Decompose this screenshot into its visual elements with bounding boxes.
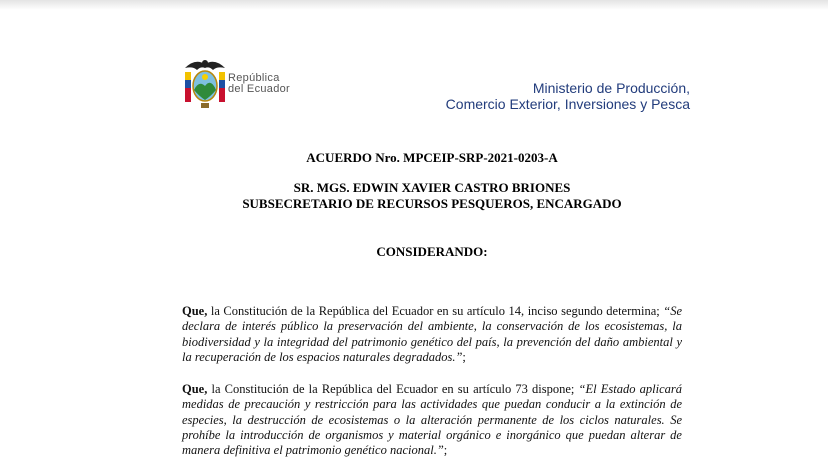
official-name: SR. MGS. EDWIN XAVIER CASTRO BRIONES	[293, 180, 571, 195]
considerando-paragraph	[182, 382, 682, 458]
ecuador-coat-of-arms-icon	[183, 56, 227, 110]
paragraph-lead: Que,	[182, 382, 208, 396]
paragraph-tail: ;	[462, 349, 466, 364]
ministry-line-1: Ministerio de Producción,	[532, 80, 690, 96]
considerando-paragraph	[182, 304, 682, 365]
paragraph-intro: la Constitución de la República del Ecuador en su artículo 14, inciso segundo determina;	[207, 304, 664, 318]
republica-line-1: República	[228, 72, 280, 84]
republica-line-2: del Ecuador	[228, 83, 291, 95]
paragraph-quote: “Se declara de interés público la preservación del ambiente, la conservación de los ecosistemas, la biodiversidad y la integridad del patrimonio genético del país, la prevención del daño ambiental y la recuperación de los espacios naturales degradados.”	[182, 304, 682, 364]
official-title: SUBSECRETARIO DE RECURSOS PESQUEROS, ENCARGADO	[242, 196, 622, 211]
acuerdo-number: ACUERDO Nro. MPCEIP-SRP-2021-0203-A	[306, 150, 558, 165]
paragraph-quote: “El Estado aplicará medidas de precaución y restricción para las actividades que puedan conducir a la extinción de especies, la destrucción de ecosistemas o la alteración permanente de los ciclos naturales. Se prohíbe la introducción de organismos y material orgánico e inorgánico que puedan alterar de manera definitiva el patrimonio genético nacional.”	[182, 382, 682, 458]
considerando-heading: CONSIDERANDO:	[376, 244, 488, 259]
paragraph-lead: Que,	[182, 304, 208, 318]
official-block	[182, 180, 682, 212]
paragraph-intro: la Constitución de la República del Ecuador en su artículo 73 dispone;	[207, 382, 579, 396]
ministry-line-2: Comercio Exterior, Inversiones y Pesca	[445, 96, 690, 112]
paragraph-tail: ;	[443, 443, 448, 458]
ministry-name	[446, 80, 690, 112]
republica-wordmark	[228, 73, 290, 95]
